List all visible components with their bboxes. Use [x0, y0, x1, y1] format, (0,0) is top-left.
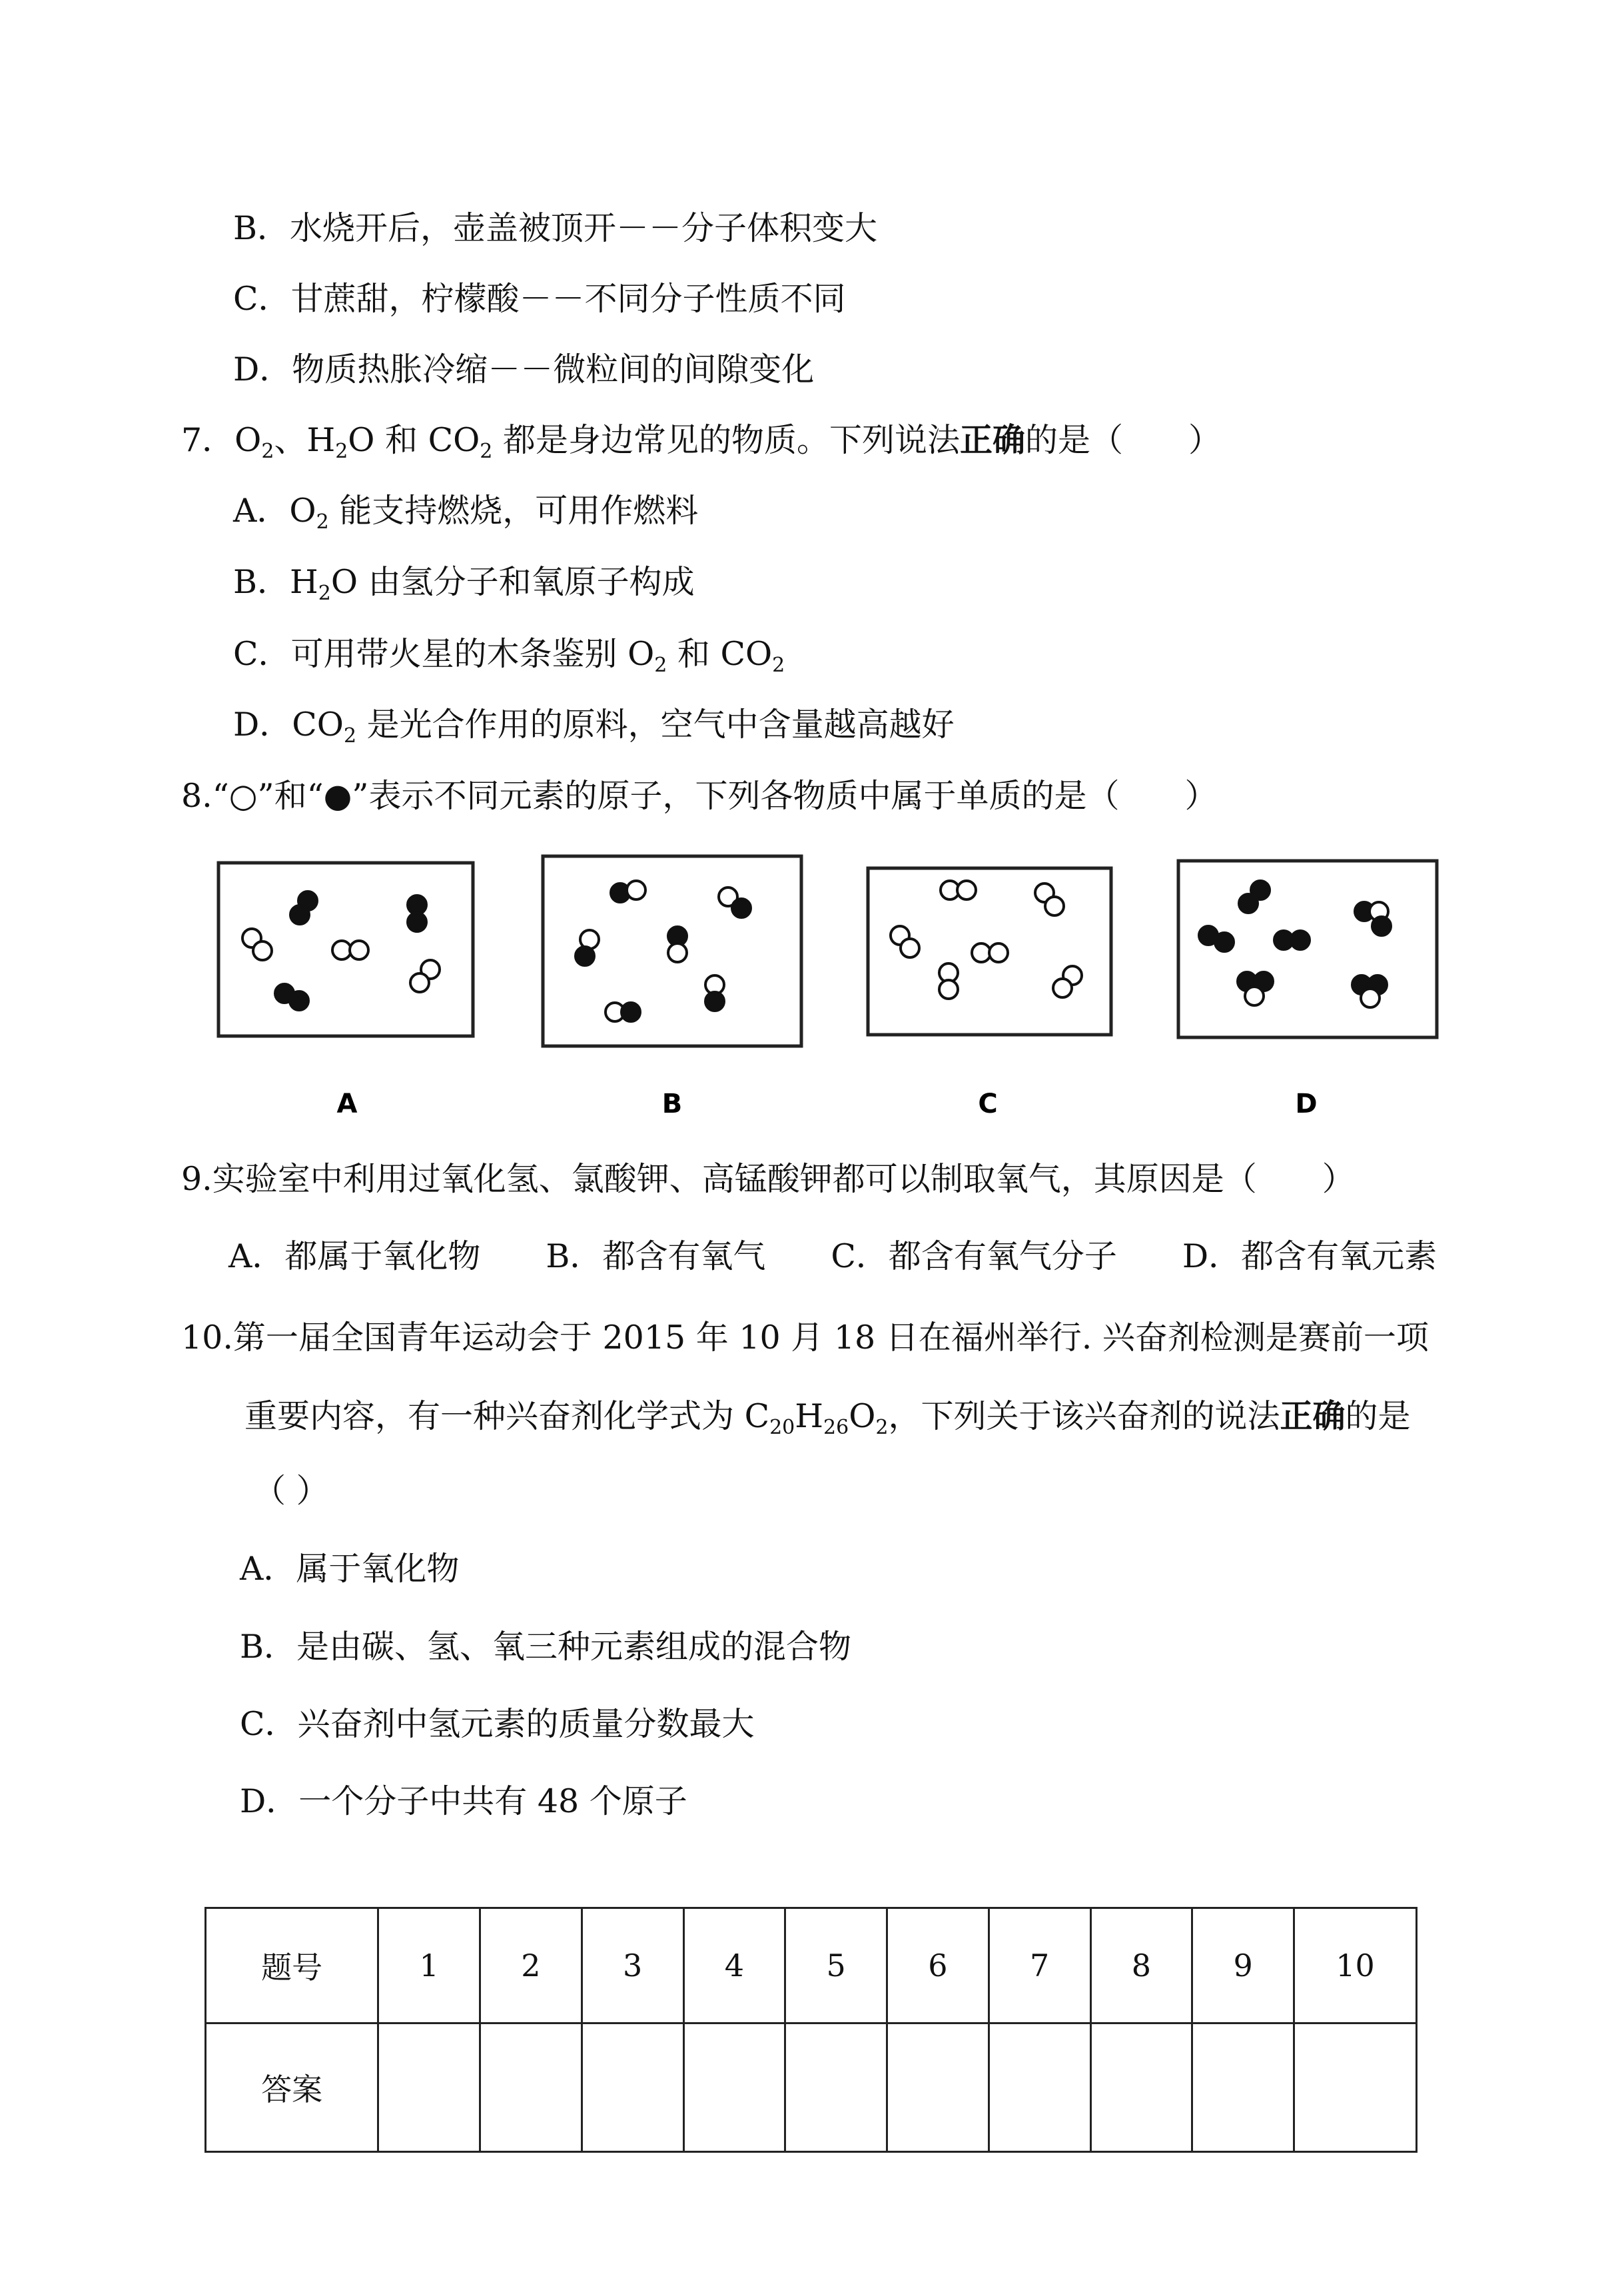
question-number-cell: 3 [582, 1908, 683, 2023]
q9-options: A．都属于氧化物 B．都含有氧气 C．都含有氧气分子 D．都含有氧元素 [228, 1237, 1437, 1275]
answer-label: 答案 [206, 2023, 378, 2152]
answer-table-header-row [206, 1908, 1417, 2023]
q6-option-b: B．水烧开后，壶盖被顶开－－分子体积变大 [233, 209, 878, 247]
question-number-cell: 2 [480, 1908, 582, 2023]
answer-cell[interactable] [1090, 2023, 1192, 2152]
question-number-label: 题号 [206, 1908, 378, 2023]
answer-cell[interactable] [378, 2023, 480, 2152]
q6-option-d: D．物质热胀冷缩－－微粒间的间隙变化 [233, 350, 815, 388]
answer-cell[interactable] [1192, 2023, 1294, 2152]
box-a-molecules [242, 891, 440, 1010]
question-number-cell: 7 [989, 1908, 1090, 2023]
q7-stem: 7．$O_2$、$H_2O$ 和 $CO_2$ 都是身边常见的物质。下列说法正确的是（ ） [181, 420, 1221, 463]
q10-option-c: C．兴奋剂中氢元素的质量分数最大 [240, 1705, 755, 1743]
answer-cell[interactable] [887, 2023, 989, 2152]
question-number-cell: 8 [1090, 1908, 1192, 2023]
box-d-molecules [1199, 881, 1391, 1007]
answer-table [204, 1907, 1417, 2153]
box-b-molecules [576, 881, 751, 1021]
answer-cell[interactable] [582, 2023, 683, 2152]
answer-cell[interactable] [1294, 2023, 1417, 2152]
q9-stem: 9.实验室中利用过氧化氢、氯酸钾、高锰酸钾都可以制取氧气，其原因是（ ） [181, 1160, 1355, 1198]
question-number-cell: 1 [378, 1908, 480, 2023]
q7-option-d: D．$CO_2$ 是光合作用的原料，空气中含量越高越好 [233, 706, 955, 748]
question-number-cell: 9 [1192, 1908, 1294, 2023]
q8-stem: 8.“○”和“●”表示不同元素的原子，下列各物质中属于单质的是（ ） [181, 777, 1218, 815]
q10-option-b: B．是由碳、氢、氧三种元素组成的混合物 [240, 1628, 852, 1666]
molecule-diagram [0, 846, 1616, 1139]
q10-option-a: A．属于氧化物 [240, 1550, 460, 1588]
q10-answer-paren: （ ） [253, 1472, 329, 1510]
box-c-molecules [891, 881, 1082, 999]
answer-cell[interactable] [785, 2023, 887, 2152]
answer-cell[interactable] [683, 2023, 785, 2152]
box-label-a: A [336, 1089, 358, 1119]
q6-option-c: C．甘蔗甜，柠檬酸－－不同分子性质不同 [233, 280, 846, 318]
q10-stem-line1: 10.第一届全国青年运动会于 2015 年 10 月 18 日在福州举行. 兴奋剂检测是赛前一项 [181, 1319, 1429, 1357]
q10-option-d: D．一个分子中共有 48 个原子 [240, 1782, 687, 1820]
question-number-cell: 10 [1294, 1908, 1417, 2023]
answer-cell[interactable] [480, 2023, 582, 2152]
box-label-d: D [1295, 1089, 1318, 1119]
q7-option-a: A．$O_2$ 能支持燃烧，可用作燃料 [233, 492, 699, 534]
q10-stem-line2: 重要内容，有一种兴奋剂化学式为 $C_{20}H_{26}O_2$，下列关于该兴奋剂的说法正确的是 [244, 1397, 1411, 1439]
question-number-cell: 6 [887, 1908, 989, 2023]
box-label-b: B [661, 1089, 683, 1119]
answer-cell[interactable] [989, 2023, 1090, 2152]
question-number-cell: 4 [683, 1908, 785, 2023]
answer-table-answer-row [206, 2023, 1417, 2152]
question-number-cell: 5 [785, 1908, 887, 2023]
q7-option-c: C．可用带火星的木条鉴别 $O_2$ 和 $CO_2$ [233, 635, 785, 677]
q7-option-b: B．$H_2O$ 由氢分子和氧原子构成 [233, 563, 695, 605]
box-label-c: C [978, 1089, 998, 1119]
